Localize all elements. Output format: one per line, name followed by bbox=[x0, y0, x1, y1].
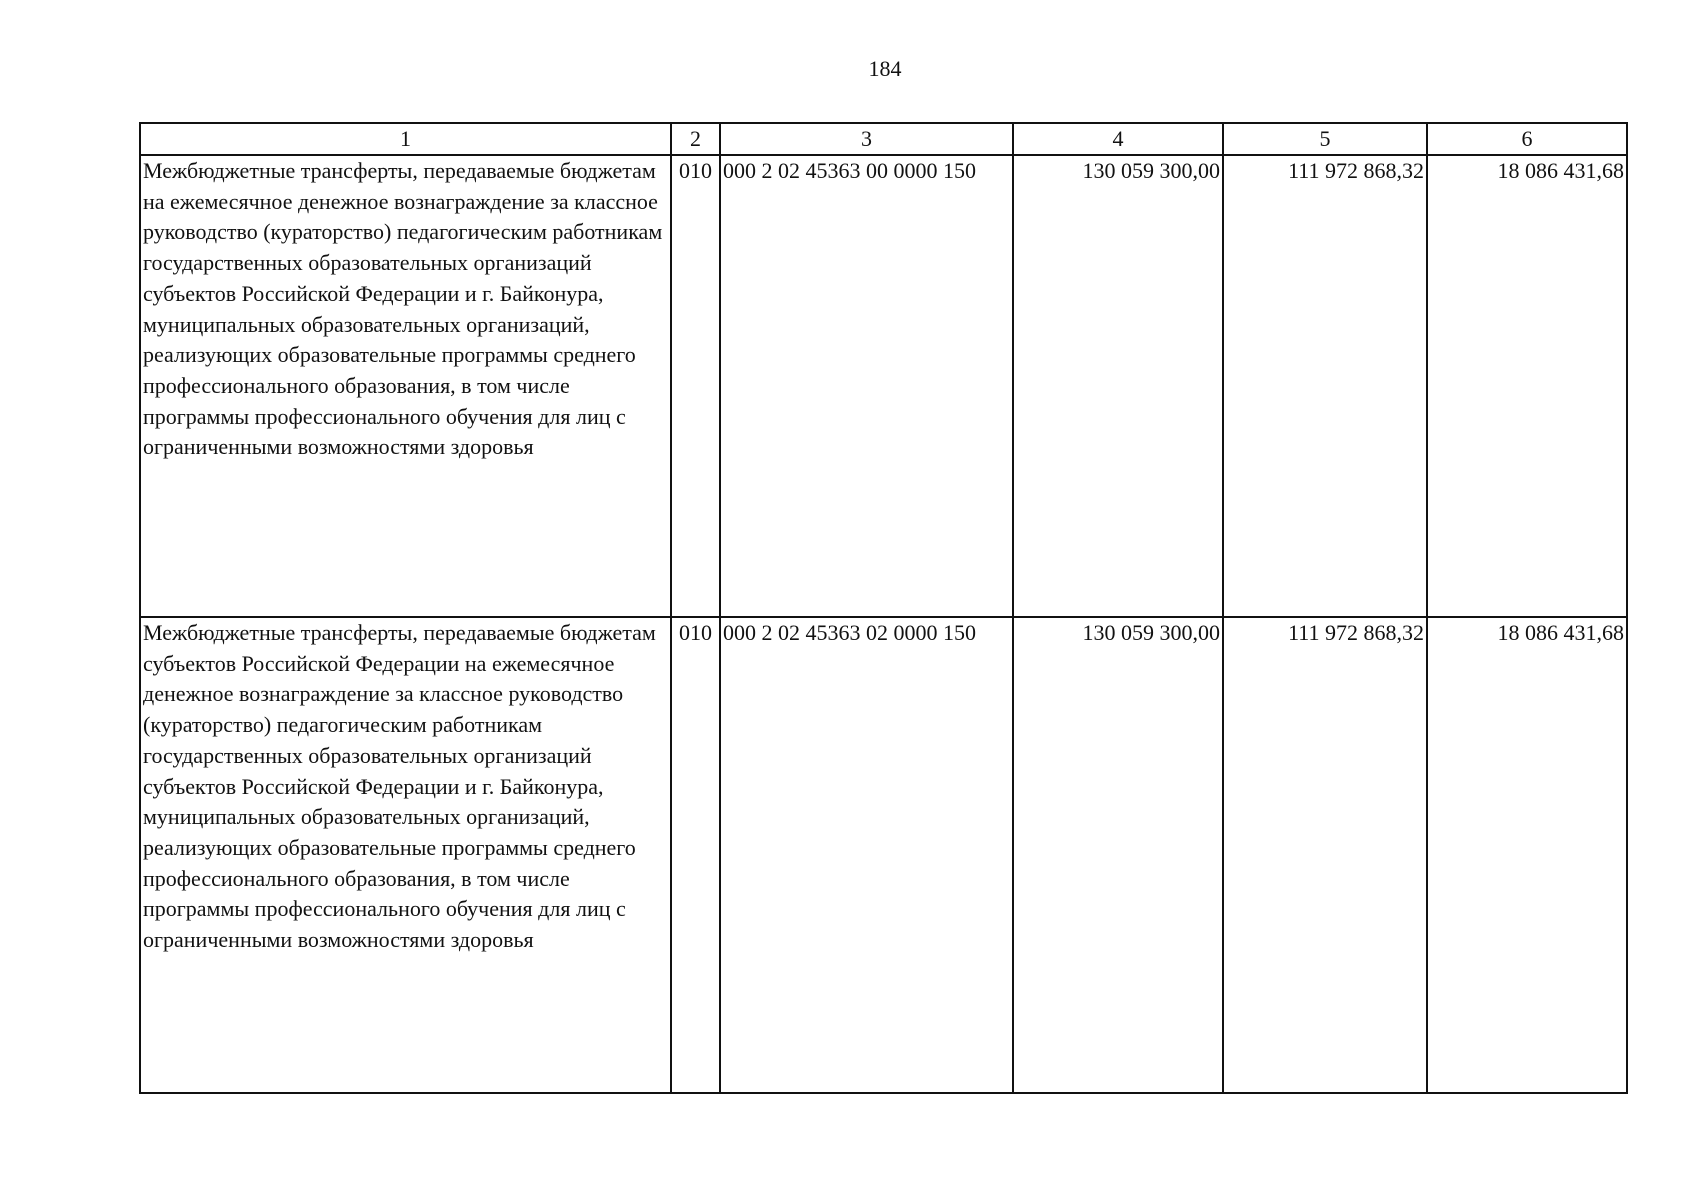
row-name-cell: Межбюджетные трансферты, передаваемые бюджетам субъектов Российской Федерации на ежемесячное денежное вознаграждение за классное руководство (кураторство) педагогическим работникам государственных образовательных организаций субъектов Российской Федерации и г. Байконура, муниципальных образовательных организаций, реализующих образовательные программы среднего профессионального образования, в том числе программы профессионального обучения для лиц с ограниченными возможностями здоровья bbox=[140, 617, 671, 1093]
remainder-amount-cell: 18 086 431,68 bbox=[1427, 155, 1627, 617]
column-header-1: 1 bbox=[140, 123, 671, 155]
plan-amount-cell: 130 059 300,00 bbox=[1013, 155, 1223, 617]
admin-code-cell: 010 bbox=[671, 617, 720, 1093]
column-header-4: 4 bbox=[1013, 123, 1223, 155]
table-header-row bbox=[140, 123, 1627, 155]
executed-amount-cell: 111 972 868,32 bbox=[1223, 155, 1427, 617]
remainder-amount-cell: 18 086 431,68 bbox=[1427, 617, 1627, 1093]
table-row bbox=[140, 155, 1627, 617]
column-header-6: 6 bbox=[1427, 123, 1627, 155]
kbk-code-cell: 000 2 02 45363 02 0000 150 bbox=[720, 617, 1013, 1093]
column-header-3: 3 bbox=[720, 123, 1013, 155]
row-name-cell: Межбюджетные трансферты, передаваемые бюджетам на ежемесячное денежное вознаграждение за классное руководство (кураторство) педагогическим работникам государственных образовательных организаций субъектов Российской Федерации и г. Байконура, муниципальных образовательных организаций, реализующих образовательные программы среднего профессионального образования, в том числе программы профессионального обучения для лиц с ограниченными возможностями здоровья bbox=[140, 155, 671, 617]
page-number: 184 bbox=[868, 56, 902, 81]
kbk-code-cell: 000 2 02 45363 00 0000 150 bbox=[720, 155, 1013, 617]
budget-table bbox=[139, 122, 1628, 1094]
plan-amount-cell: 130 059 300,00 bbox=[1013, 617, 1223, 1093]
table-row bbox=[140, 617, 1627, 1093]
column-header-2: 2 bbox=[671, 123, 720, 155]
executed-amount-cell: 111 972 868,32 bbox=[1223, 617, 1427, 1093]
admin-code-cell: 010 bbox=[671, 155, 720, 617]
column-header-5: 5 bbox=[1223, 123, 1427, 155]
